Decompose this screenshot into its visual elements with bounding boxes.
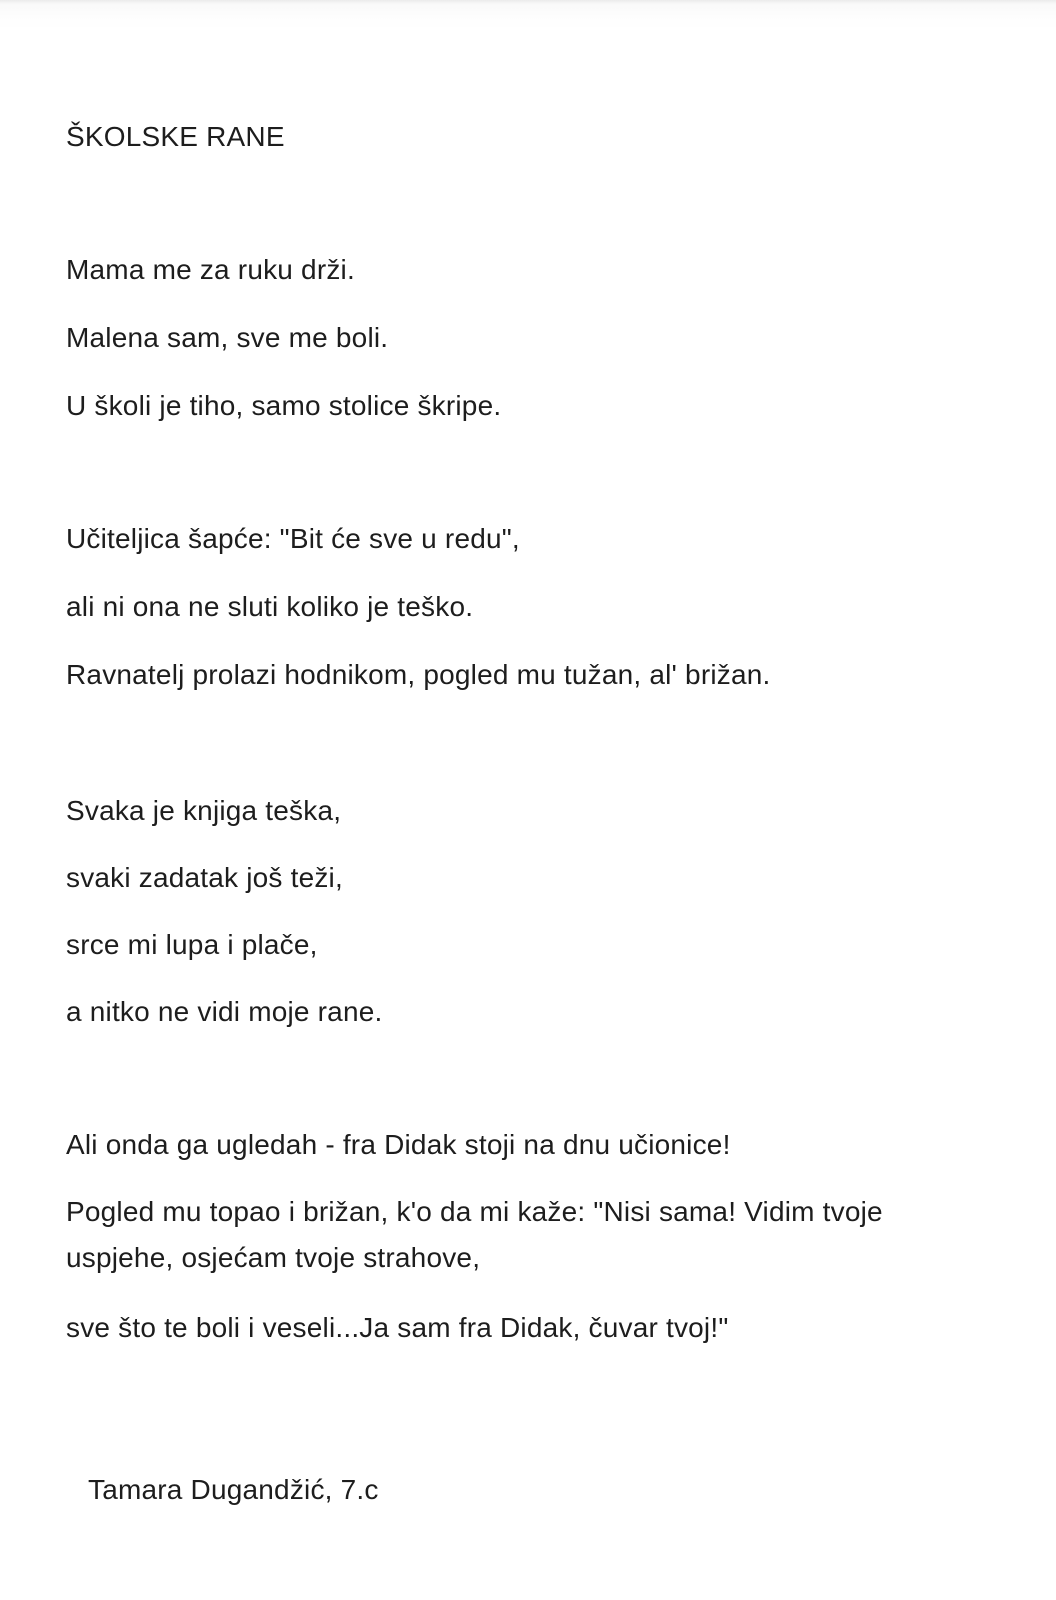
poem-line: Pogled mu topao i brižan, k'o da mi kaže: "Nisi sama! Vidim tvoje [66, 1196, 883, 1227]
poem-line: Ravnatelj prolazi hodnikom, pogled mu tužan, al' brižan. [66, 659, 771, 690]
poem-line: U školi je tiho, samo stolice škripe. [66, 390, 502, 421]
author-signature: Tamara Dugandžić, 7.c [88, 1474, 379, 1505]
poem-line: srce mi lupa i plače, [66, 929, 318, 960]
poem-paragraph [66, 1189, 990, 1281]
poem-line: Mama me za ruku drži. [66, 254, 355, 285]
poem-line: Malena sam, sve me boli. [66, 322, 389, 353]
poem-line: Učiteljica šapće: "Bit će sve u redu", [66, 523, 520, 554]
poem-line: svaki zadatak još teži, [66, 862, 343, 893]
poem-line: ali ni ona ne sluti koliko je teško. [66, 591, 474, 622]
poem-title: ŠKOLSKE RANE [66, 121, 285, 152]
poem-line: a nitko ne vidi moje rane. [66, 996, 383, 1027]
poem-line: sve što te boli i veseli...Ja sam fra Didak, čuvar tvoj!" [66, 1312, 729, 1343]
poem-line: uspjehe, osjećam tvoje strahove, [66, 1242, 481, 1273]
poem-line: Ali onda ga ugledah - fra Didak stoji na dnu učionice! [66, 1129, 731, 1160]
poem-line: Svaka je knjiga teška, [66, 795, 342, 826]
